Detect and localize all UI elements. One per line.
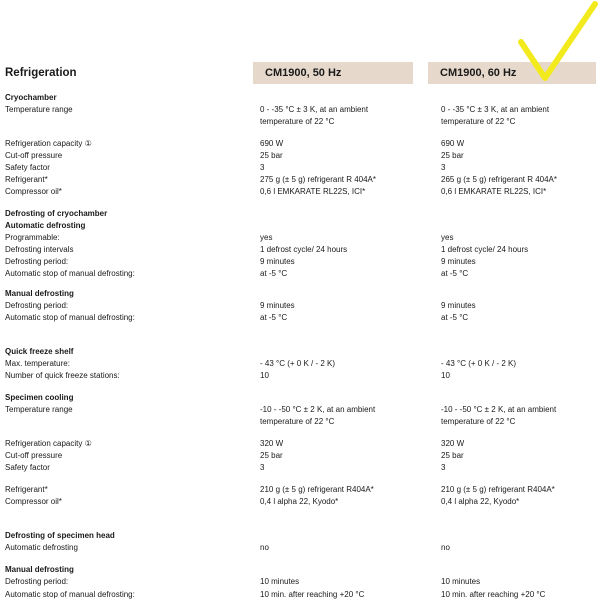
spec-value-50hz: 25 bar — [260, 151, 283, 160]
spec-row — [0, 116, 600, 128]
section-heading-row — [0, 392, 600, 404]
spec-value-60hz: at -5 °C — [441, 269, 469, 278]
spec-row — [0, 150, 600, 162]
spec-value-50hz: 1 defrost cycle/ 24 hours — [260, 245, 348, 254]
spec-label: Number of quick freeze stations: — [5, 371, 120, 380]
spec-value-60hz: 9 minutes — [441, 257, 476, 266]
spec-value-60hz: -10 - -50 °C ± 2 K, at an ambient — [441, 405, 557, 414]
spec-value-50hz: 0 - -35 °C ± 3 K, at an ambient — [260, 105, 369, 114]
spec-row — [0, 104, 600, 116]
spec-value-50hz: 0,4 l alpha 22, Kyodo* — [260, 497, 339, 506]
spec-row — [0, 462, 600, 474]
column-header-50hz-label: CM1900, 50 Hz — [265, 67, 342, 79]
spec-value-50hz: - 43 °C (+ 0 K / - 2 K) — [260, 359, 335, 368]
spec-value-60hz: temperature of 22 °C — [441, 417, 516, 426]
spec-label: Quick freeze shelf — [5, 347, 74, 356]
column-header-50hz — [253, 62, 413, 84]
checkmark-icon — [515, 0, 600, 90]
spec-row — [0, 438, 600, 450]
spec-value-50hz: 25 bar — [260, 451, 283, 460]
spec-label: Temperature range — [5, 405, 73, 414]
spec-value-50hz: 9 minutes — [260, 257, 295, 266]
spec-value-60hz: 690 W — [441, 139, 465, 148]
spec-label: Automatic stop of manual defrosting: — [5, 313, 135, 322]
spec-value-60hz: 0,6 l EMKARATE RL22S, ICI* — [441, 187, 547, 196]
spec-label: Defrosting intervals — [5, 245, 74, 254]
spec-label: Defrosting of cryochamber — [5, 209, 108, 218]
spec-row — [0, 589, 600, 601]
spec-label: Automatic stop of manual defrosting: — [5, 590, 135, 599]
spec-value-50hz: 3 — [260, 463, 265, 472]
spec-row — [0, 244, 600, 256]
spec-label: Manual defrosting — [5, 289, 74, 298]
spec-label: Cut-off pressure — [5, 151, 63, 160]
spec-value-50hz: yes — [260, 233, 273, 242]
spec-value-60hz: 9 minutes — [441, 301, 476, 310]
spec-value-50hz: 690 W — [260, 139, 284, 148]
spec-value-50hz: 3 — [260, 163, 265, 172]
spec-value-60hz: 10 min. after reaching +20 °C — [441, 590, 546, 599]
spec-label: Automatic defrosting — [5, 221, 86, 230]
spec-value-50hz: at -5 °C — [260, 313, 288, 322]
spec-row — [0, 312, 600, 324]
spec-value-50hz: 9 minutes — [260, 301, 295, 310]
spec-row — [0, 358, 600, 370]
spec-value-60hz: temperature of 22 °C — [441, 117, 516, 126]
spec-label: Cryochamber — [5, 93, 57, 102]
spec-label: Automatic defrosting — [5, 543, 78, 552]
spec-value-50hz: temperature of 22 °C — [260, 417, 335, 426]
spec-label: Defrosting period: — [5, 301, 69, 310]
spec-row — [0, 542, 600, 554]
spec-label: Compressor oil* — [5, 187, 62, 196]
spec-value-60hz: 320 W — [441, 439, 465, 448]
spec-row — [0, 162, 600, 174]
spec-value-50hz: no — [260, 543, 269, 552]
spec-label: Safety factor — [5, 163, 50, 172]
spec-value-50hz: 275 g (± 5 g) refrigerant R 404A* — [260, 175, 377, 184]
spec-value-50hz: 0,6 l EMKARATE RL22S, ICI* — [260, 187, 366, 196]
spec-row — [0, 404, 600, 416]
spec-value-60hz: 25 bar — [441, 451, 464, 460]
spec-row — [0, 256, 600, 268]
spec-value-50hz: temperature of 22 °C — [260, 117, 335, 126]
spec-value-60hz: no — [441, 543, 450, 552]
spec-value-60hz: 1 defrost cycle/ 24 hours — [441, 245, 529, 254]
spec-row — [0, 300, 600, 312]
section-heading-row — [0, 530, 600, 542]
spec-value-60hz: 3 — [441, 163, 446, 172]
spec-value-60hz: at -5 °C — [441, 313, 469, 322]
spec-row — [0, 484, 600, 496]
spec-value-60hz: 210 g (± 5 g) refrigerant R404A* — [441, 485, 555, 494]
spec-value-60hz: 0,4 l alpha 22, Kyodo* — [441, 497, 520, 506]
spec-label: Compressor oil* — [5, 497, 62, 506]
spec-row — [0, 186, 600, 198]
spec-label: Programmable: — [5, 233, 60, 242]
spec-label: Defrosting period: — [5, 257, 69, 266]
section-heading-row — [0, 288, 600, 300]
spec-row — [0, 576, 600, 588]
spec-value-50hz: -10 - -50 °C ± 2 K, at an ambient — [260, 405, 376, 414]
spec-label: Specimen cooling — [5, 393, 74, 402]
spec-value-60hz: 3 — [441, 463, 446, 472]
spec-label: Cut-off pressure — [5, 451, 63, 460]
section-title: Refrigeration — [5, 67, 77, 79]
spec-label: Safety factor — [5, 463, 50, 472]
spec-row — [0, 416, 600, 428]
spec-value-50hz: at -5 °C — [260, 269, 288, 278]
spec-row — [0, 370, 600, 382]
section-heading-row — [0, 220, 600, 232]
spec-value-60hz: yes — [441, 233, 454, 242]
spec-value-50hz: 10 minutes — [260, 577, 300, 586]
section-heading-row — [0, 564, 600, 576]
spec-label: Defrosting period: — [5, 577, 69, 586]
section-heading-row — [0, 92, 600, 104]
spec-row — [0, 232, 600, 244]
spec-value-50hz: 210 g (± 5 g) refrigerant R404A* — [260, 485, 374, 494]
spec-label: Manual defrosting — [5, 565, 74, 574]
spec-value-60hz: 25 bar — [441, 151, 464, 160]
column-header-60hz-label: CM1900, 60 Hz — [440, 67, 517, 79]
spec-value-60hz: 10 minutes — [441, 577, 481, 586]
spec-label: Refrigerant* — [5, 175, 48, 184]
spec-label: Refrigeration capacity ① — [5, 439, 92, 448]
spec-value-50hz: 10 — [260, 371, 269, 380]
spec-row — [0, 138, 600, 150]
spec-label: Max. temperature: — [5, 359, 70, 368]
spec-label: Defrosting of specimen head — [5, 531, 115, 540]
section-heading-row — [0, 208, 600, 220]
spec-label: Automatic stop of manual defrosting: — [5, 269, 135, 278]
spec-row — [0, 496, 600, 508]
spec-value-60hz: 10 — [441, 371, 450, 380]
spec-value-60hz: - 43 °C (+ 0 K / - 2 K) — [441, 359, 516, 368]
spec-row — [0, 450, 600, 462]
spec-label: Temperature range — [5, 105, 73, 114]
spec-label: Refrigeration capacity ① — [5, 139, 92, 148]
section-heading-row — [0, 346, 600, 358]
spec-value-60hz: 265 g (± 5 g) refrigerant R 404A* — [441, 175, 558, 184]
spec-row — [0, 174, 600, 186]
spec-value-60hz: 0 - -35 °C ± 3 K, at an ambient — [441, 105, 550, 114]
spec-label: Refrigerant* — [5, 485, 48, 494]
spec-value-50hz: 320 W — [260, 439, 284, 448]
spec-row — [0, 268, 600, 280]
spec-value-50hz: 10 min. after reaching +20 °C — [260, 590, 365, 599]
